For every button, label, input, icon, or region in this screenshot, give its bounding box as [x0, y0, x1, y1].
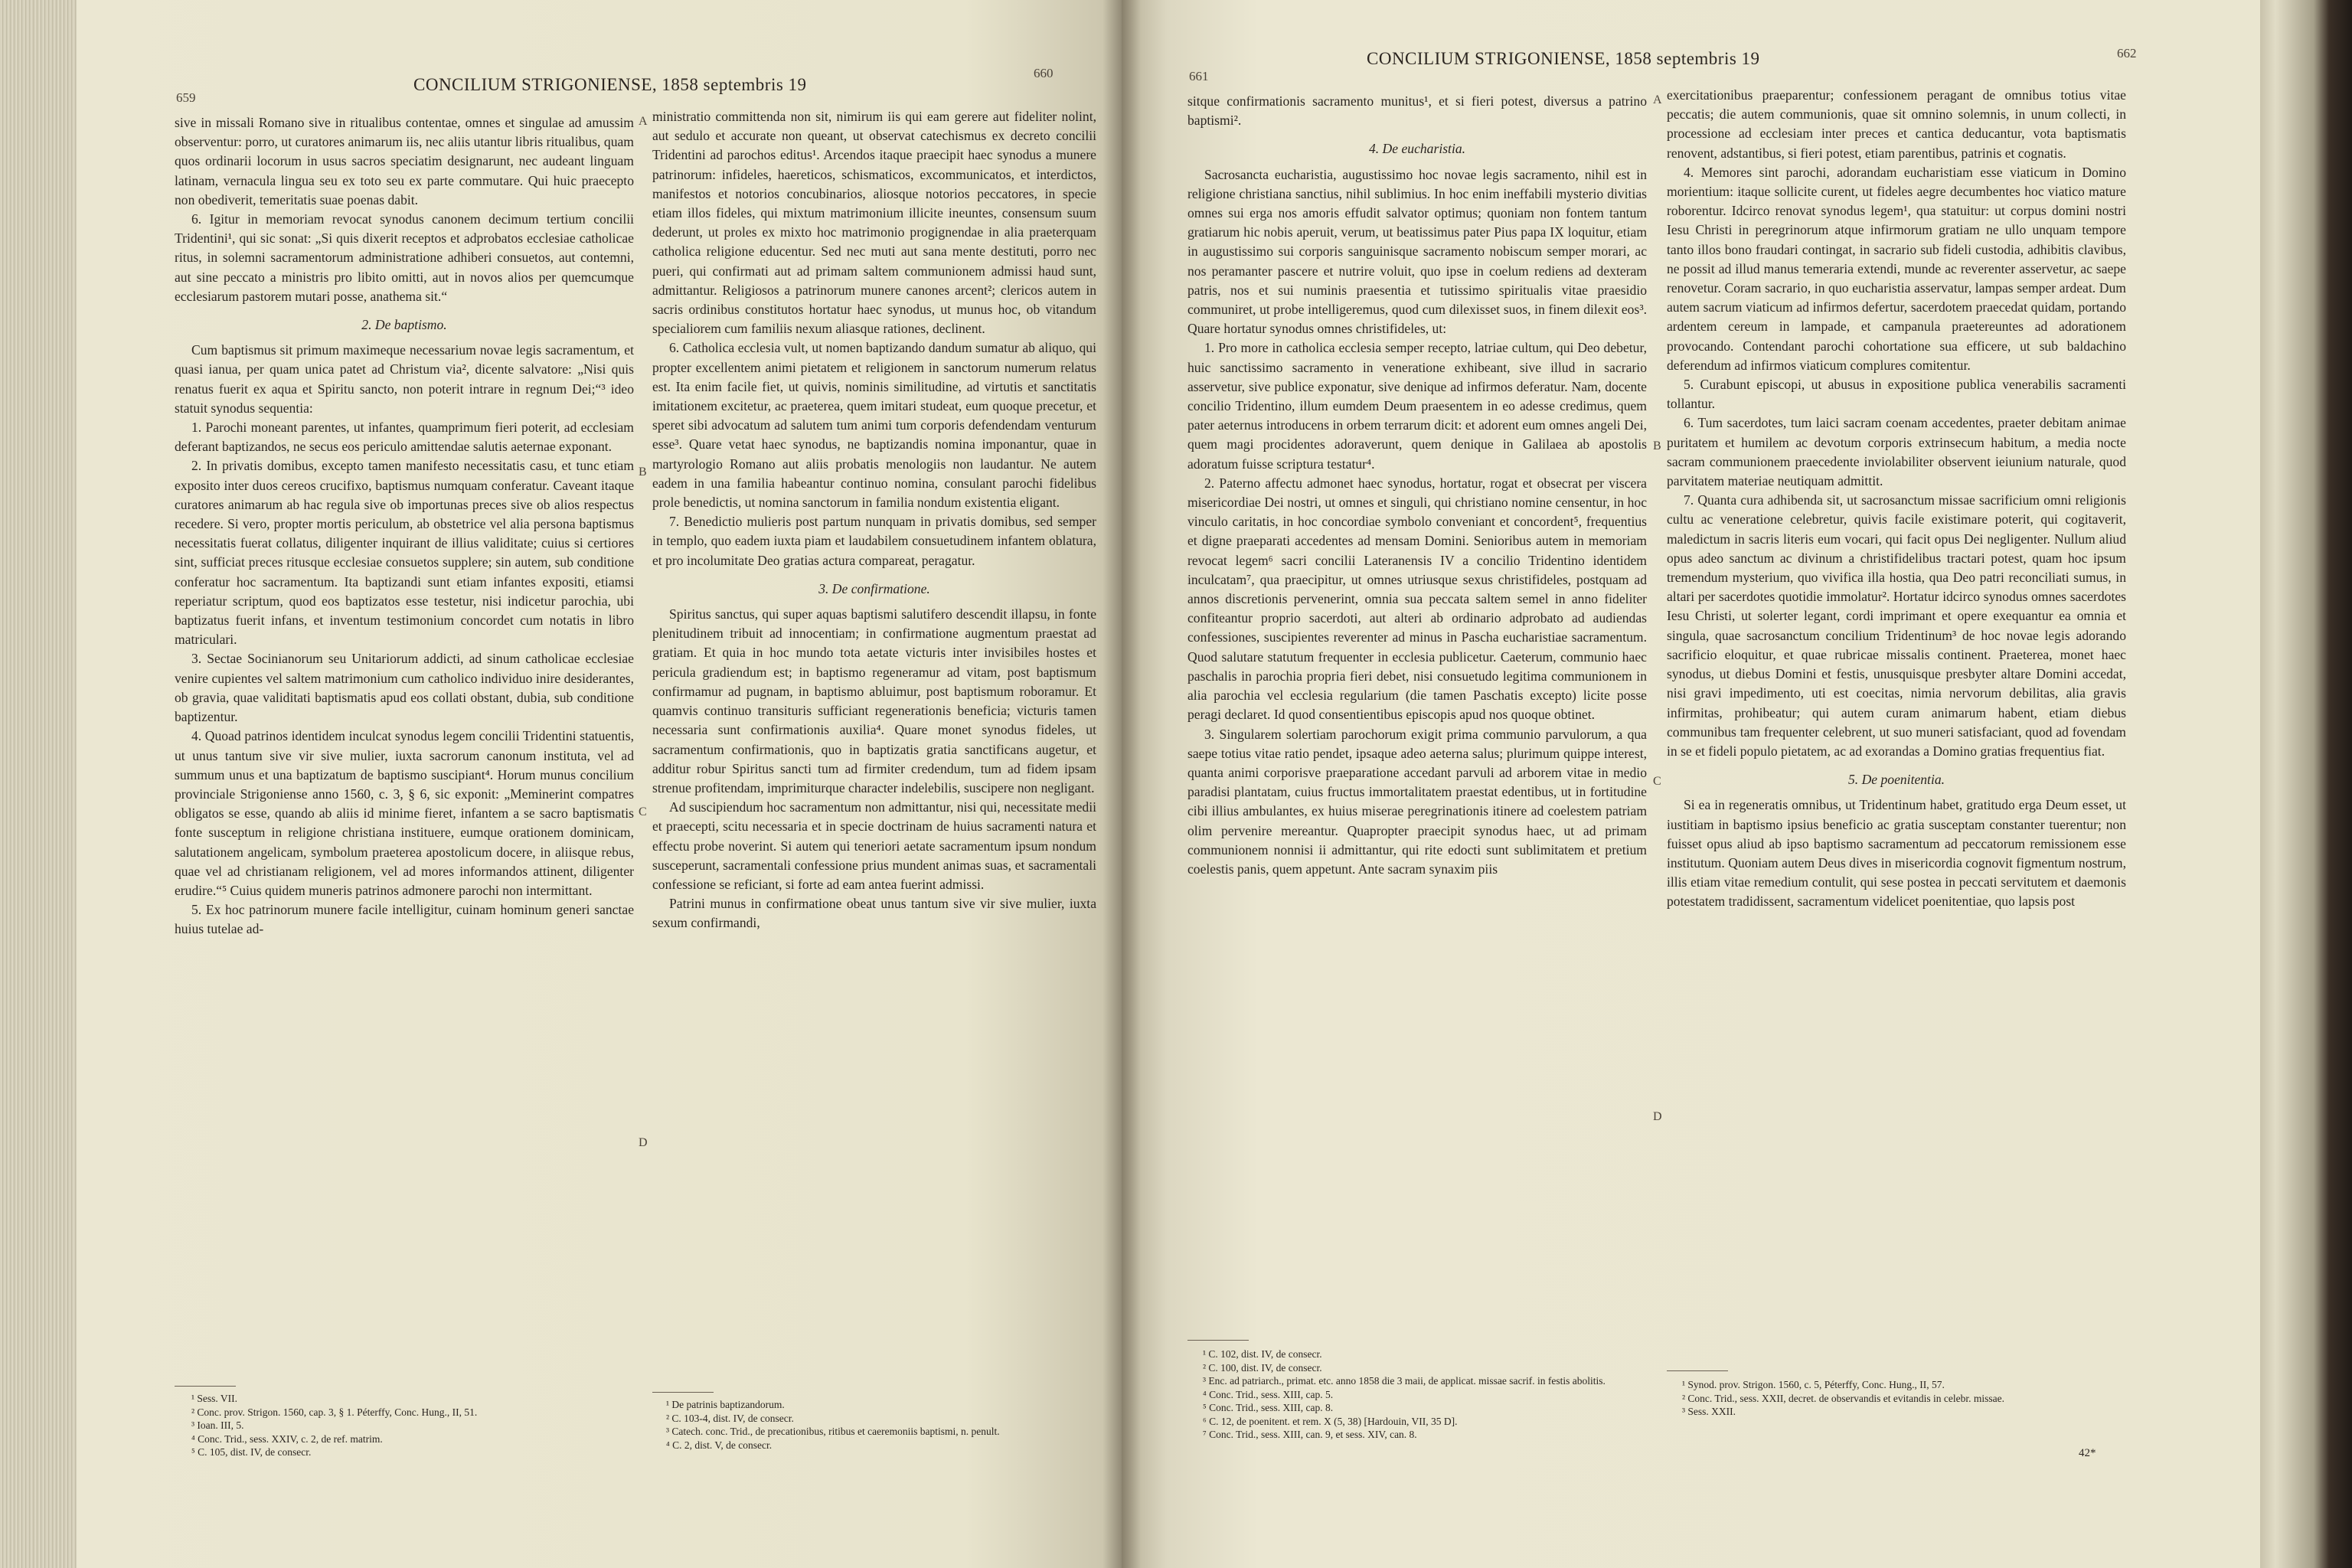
- paragraph: sive in missali Romano sive in ritualibus contentae, omnes et singulae ad amussim observentur: porro, ut curatores animarum iis, nec aliis utantur libris ritualibus, quam quos ordinarii locorum in usus sacros speciatim designarunt, nec audeant linguam latinam, vernacula lingua seu ex toto seu ex parte commutare. Qui huic praecepto non obediverit, temeritatis suae poenas dabit.: [175, 115, 634, 207]
- footnote: ² Conc. prov. Strigon. 1560, cap. 3, § 1. Péterffy, Conc. Hung., II, 51.: [191, 1406, 478, 1418]
- footnote: ⁵ Conc. Trid., sess. XIII, cap. 8.: [1203, 1402, 1334, 1413]
- paragraph: 3. Sectae Socinianorum seu Unitariorum addicti, ad sinum catholicae ecclesiae venire cupientes vel saltem matrimonium cum catholico individuo inire desiderantes, ob gravia, quae validitati baptismatis apud eos collati obstant, dubia, sub conditione baptizentur.: [175, 651, 634, 725]
- signature-mark: 42*: [2079, 1447, 2096, 1459]
- paragraph: Sacrosancta eucharistia, augustissimo hoc novae legis sacramento, nihil est in religione christiana sanctius, nihil sublimius. In hoc enim ineffabili mysterio divitias omnes sui erga nos amoris effudit salvator optimus; quoniam non fontem tantum gratiarum hic nobis aperuit, verum, ut beatissimus pater Pius papa IX loquitur, etiam in augustissimo sui corporis sanguinisque sacramento nobiscum semper morari, ac nos peramanter pascere et nutrire voluit, quo ipse in coelum rediens ad dexteram patris, nos et sui numinis praesentia et tutissimo spiritualis vitae praesidio communiret, ut probe intelligeremus, quod cum dilexisset suos, in finem dilexit eos³. Quare hortatur synodus omnes christifideles, ut:: [1187, 166, 1647, 337]
- paragraph: 6. Catholica ecclesia vult, ut nomen baptizando dandum sumatur ab aliquo, qui propter excellentem animi pietatem et religionem in sanctorum numerum relatus est. Ita enim facile fiet, ut quivis, nominis similitudine, ad virtutis et sanctitatis imitationem excitetur, ac praeterea, quem imitari studeat, eum quoque precetur, et speret sibi advocatum ad salutem tum animi tum corporis defendendam venturum esse³. Quare vetat haec synodus, ne baptizandis nomina imponantur, quae in martyrologio Romano aut aliis probatis menologiis non laudantur. Ne autem eadem in una familia habeantur continuo nomina, consulant parochi fidelibus prole benedictis, ut nomina sanctorum in familia nondum existentia eligant.: [652, 340, 1096, 511]
- page-number-662: 662: [2117, 46, 2137, 60]
- right-page-column-a: [1187, 92, 1647, 879]
- section-heading-baptism: 2. De baptismo.: [361, 317, 447, 333]
- left-page-column-b: [652, 107, 1096, 933]
- footnote: ¹ Synod. prov. Strigon. 1560, c. 5, Péterffy, Conc. Hung., II, 57.: [1682, 1379, 1945, 1390]
- margin-marker-d: D: [639, 1136, 648, 1149]
- footnote: ¹ De patrinis baptizandorum.: [666, 1399, 785, 1410]
- paragraph: 5. Ex hoc patrinorum munere facile intelligitur, cuinam hominum generi sanctae huius tutelae ad-: [175, 902, 634, 937]
- book-page-edges-left: [0, 0, 77, 1568]
- paragraph: 1. Pro more in catholica ecclesia semper recepto, latriae cultum, qui Deo debetur, huic sanctissimo sacramento in veneratione exhibeant, sive illud in sacrario asservetur, sive publice exponatur, sive denique ad infirmos deferatur. Nam, docente concilio Tridentino, illum eumdem Deum praesentem in eo adesse credimus, quem pater aeternus introducens in orbem terrarum dicit: et adorent eum omnes angeli Dei, quem magi procidentes adoraverunt, quem denique in Galilaea ab apostolis adoratum fuisse scriptura testatur⁴.: [1187, 340, 1647, 472]
- footnote: ⁴ Conc. Trid., sess. XXIV, c. 2, de ref. matrim.: [191, 1432, 383, 1445]
- margin-marker-c: C: [1653, 775, 1661, 788]
- page-number-661: 661: [1189, 69, 1209, 83]
- paragraph: 1. Parochi moneant parentes, ut infantes, quamprimum fieri poterit, ad ecclesiam deferant baptizandos, ne secus eos periculo amittendae salutis aeternae exponant.: [175, 420, 634, 455]
- footnote-rule: [175, 1386, 236, 1387]
- footnote: ⁷ Conc. Trid., sess. XIII, can. 9, et sess. XIV, can. 8.: [1203, 1429, 1417, 1440]
- paragraph: Ad suscipiendum hoc sacramentum non admittantur, nisi qui, necessitate medii et praecepti, scitu necessaria et in specie doctrinam de huius sacramenti natura et effectu probe noverint. Si autem qui teneriori aetate sacramentum ipsum nondum susceperunt, sacramentali confessione prius mundent animas suas, et sacramentali confessione se reficiant, si forte ad eam antea fuerint admissi.: [652, 799, 1096, 892]
- paragraph: 4. Quoad patrinos identidem inculcat synodus legem concilii Tridentini statuentis, ut unus tantum sive vir sive mulier, iuxta sacrorum canonum instituta, vel ad summum unus et una baptizatum de baptismo suscipiant⁴. Horum munus concilium provinciale Strigoniense anno 1560, c. 3, § 6, sic exponit: „Meminerint compatres obligatos se esse, quando ab aliis id minime fieret, infantem a se sacro baptismatis fonte susceptum in religione christiana instituere, eumque orationem dominicam, salutationem angelicam, symbolum praeterea apostolicum docere, in aliisque rebus, quae vel ad christianam religionem, vel ad mores informandos attinent, diligenter erudire.“⁵ Cuius quidem muneris patrinos admonere parochi non intermittant.: [175, 728, 634, 898]
- paragraph: 7. Quanta cura adhibenda sit, ut sacrosanctum missae sacrificium omni religionis cultu ac veneratione celebretur, quivis facile existimare poterit, qui cogitaverit, maledictum in sacris literis eum vocari, qui facit opus Dei negligenter. Nullum aliud opus adeo sanctum ac divinum a christifidelibus tractari potest, quam hoc ipsum tremendum mysterium, quo vivifica illa hostia, qua Deo patri reconciliati sumus, in altari per sacerdotes quotidie immolatur². Hortatur idcirco synodus omnes sacerdotes Iesu Christi, ut solerter legant, cordi imprimant et opere exequantur ea omnia et singula, quae sacrosanctum concilium Tridentinum³ de hoc novae legis adorando sacrificio eloquitur, et quae rubricae missalis continent. Praeterea, monet haec synodus, ut diebus Domini et festis, unusquisque presbyter altare Domini accedat, nisi gravi impedimento, uti est coecitas, nimia nervorum debilitas, alia gravis infirmitas, prohibeatur; qui autem curam animarum habent, etiam diebus communibus tam frequenter celebrent, ut suo muneri satisfaciant, quod ad fovendam in se et fideli populo pietatem, ac ad exorandas a Domino gratias frequentius fiat.: [1667, 492, 2126, 759]
- footnote: ¹ C. 102, dist. IV, de consecr.: [1203, 1348, 1322, 1360]
- paragraph: 6. Igitur in memoriam revocat synodus canonem decimum tertium concilii Tridentini¹, qui sic sonat: „Si quis dixerit receptos et adprobatos ecclesiae catholicae ritus, in solemni sacramentorum administratione adhiberi consuetos, aut contemni, aut sine peccato a ministris pro libito omitti, aut in novos alios per quemcumque ecclesiarum pastorem mutari posse, anathema sit.“: [175, 211, 634, 304]
- paragraph: 2. In privatis domibus, excepto tamen manifesto necessitatis casu, et tunc etiam exposito inter duos cereos crucifixo, baptismus numquam conferatur. Caveant itaque curatores animarum ab hac regula sive ob importunas preces sive ob alios respectus recedere. Si vero, propter mortis periculum, ab obstetrice vel alia persona baptismus necessitatis fuerat collatus, diligenter inquirant de illius validitate; cuius si certiores sint, sufficiat preces ritusque ecclesiae consuetos supplere; sin autem, sub conditione conferatur hoc sacramentum. Ita baptizandi sunt etiam infantes expositi, etiamsi reperiatur scriptum, quod eos baptizatos esse testetur, nisi indicetur parochia, ubi baptizatus fuerit infans, et inventum testimonium concordet cum notatis in libro matriculari.: [175, 458, 634, 648]
- margin-marker-d: D: [1653, 1110, 1662, 1123]
- paragraph: 7. Benedictio mulieris post partum nunquam in privatis domibus, sed semper in templo, quo eadem iuxta piam et laudabilem consuetudinem infantem oblatura, et pro incolumitate Deo gratias actura compareat, peragatur.: [652, 514, 1096, 568]
- book-page-edges-right: [2260, 0, 2352, 1568]
- paragraph: 6. Tum sacerdotes, tum laici sacram coenam accedentes, praeter debitam animae puritatem et humilem ac devotum corporis extrinsecum habitum, a media nocte sacram communionem praecedente inviolabiliter observent ieiunium naturale, quod parvitatem materiae neutiquam admittit.: [1667, 415, 2126, 489]
- running-head-left: CONCILIUM STRIGONIENSE, 1858 septembris 19: [413, 75, 807, 94]
- section-heading-eucharist: 4. De eucharistia.: [1368, 141, 1466, 157]
- footnote: ³ Ioan. III, 5.: [191, 1419, 244, 1431]
- left-page-column-a: [175, 113, 634, 939]
- paragraph: Si ea in regeneratis omnibus, ut Tridentinum habet, gratitudo erga Deum esset, ut iustitiam in baptismo ipsius beneficio ac gratia susceptam constanter tuerentur; non fuisset opus aliud ab ipso baptismo sacramentum ad peccatorum remissionem esse institutum. Quoniam autem Deus dives in misericordia cognovit figmentum nostrum, illis etiam vitae remedium contulit, qui sese postea in peccati servitutem et daemonis potestatem tradidissent, sacramentum videlicet poenitentiae, quo lapsis post: [1667, 797, 2126, 910]
- running-head-right: CONCILIUM STRIGONIENSE, 1858 septembris 19: [1367, 49, 1760, 68]
- margin-marker-b: B: [1653, 439, 1661, 452]
- right-page: [1122, 0, 2260, 1568]
- footnote: ² Conc. Trid., sess. XXII, decret. de observandis et evitandis in celebr. missae.: [1682, 1392, 2004, 1404]
- footnotes-left-b: [666, 1398, 1095, 1452]
- paragraph: exercitationibus praeparentur; confessionem peragant de omnibus totius vitae peccatis; die autem communionis, quae sit omnino solemnis, in unum collecti, in processione ad ecclesiam inter preces et cantica deducantur, vota baptismatis renovent, adstantibus, si fieri potest, etiam parentibus, patrinis et cognatis.: [1667, 87, 2126, 161]
- paragraph: ministratio committenda non sit, nimirum iis qui eam gerere aut fideliter nolint, aut sedulo et accurate non queant, ut observat catechismus ex decreto concilii Tridentini ad parochos editus¹. Arcendos itaque praecipit haec synodus a munere patrinorum: infideles, haereticos, schismaticos, excommunicatos, et interdictos, manifestos et notorios concubinarios, aliosque notorios peccatores, in specie etiam illos fideles, qui mixtum matrimonium illicite ineuntes, consensum suum dederunt, ut proles ex mixto hoc matrimonio progignendae in alia praeterquam catholica religione educentur. Sed nec muti aut sana mente destituti, porro nec pueri, qui confirmati aut ad primam saltem communionem admissi haud sunt, admittantur. Religiosos a patrinorum munere canones arcent²; clericos autem in sacris ordinibus constitutos hortatur haec synodus, ut munus hoc, ob vitandum specialiorem cum familiis nexum aliasque rationes, declinent.: [652, 109, 1096, 337]
- paragraph: 2. Paterno affectu admonet haec synodus, hortatur, rogat et obsecrat per viscera misericordiae Dei nostri, ut omnes et singuli, qui christiano nomine censentur, in hoc vinculo caritatis, in hoc concordiae symbolo conveniant et concordent⁵, frequentius et digne praeparati accedentes ad mensam Domini. Senioribus autem in memoriam revocat legem⁶ sacri concilii Lateranensis IV a concilio Tridentino identidem inculcatam⁷, qua praecipitur, ut omnes utriusque sexus christifideles, postquam ad annos discretionis pervenerint, omnia sua peccata saltem semel in anno fideliter confiteantur proprio sacerdoti, aut alteri ab ordinario adprobato ad audiendas confessiones, suscipientes reverenter ad minus in Pascha eucharistiae sacramentum. Quod salutare statutum frequenter in ecclesia publicetur. Caeterum, communio haec paschalis in parochia propria fieri debet, nisi consuetudo legitima communionem in alia parochia vel ecclesia regularium (die tamen Paschatis excepto) licite posse peragi declaret. Id quod consentientibus episcopis apud nos quoque obtinet.: [1187, 475, 1647, 723]
- footnote: ³ Enc. ad patriarch., primat. etc. anno 1858 die 3 maii, de applicat. missae sacrif. in festis abolitis.: [1203, 1375, 1606, 1387]
- footnote: ⁵ C. 105, dist. IV, de consecr.: [191, 1446, 312, 1458]
- footnote: ⁴ Conc. Trid., sess. XIII, cap. 5.: [1203, 1388, 1334, 1400]
- paragraph: 5. Curabunt episcopi, ut abusus in expositione publica venerabilis sacramenti tollantur.: [1667, 377, 2126, 412]
- paragraph: sitque confirmationis sacramento munitus¹, et si fieri potest, diversus a patrino baptismi².: [1187, 93, 1647, 129]
- footnote: ³ Sess. XXII.: [1682, 1406, 1736, 1417]
- book-gutter: [1102, 0, 1141, 1568]
- section-heading-penance: 5. De poenitentia.: [1847, 772, 1945, 788]
- left-page: [77, 0, 1122, 1568]
- section-heading-confirmation: 3. De confirmatione.: [818, 580, 930, 596]
- footnote-rule: [1667, 1370, 1728, 1371]
- paragraph: Patrini munus in confirmatione obeat unus tantum sive vir sive mulier, iuxta sexum confirmandi,: [652, 896, 1096, 931]
- paragraph: Spiritus sanctus, qui super aquas baptismi salutifero descendit illapsu, in fonte plenitudinem tribuit ad innocentiam; in confirmatione augmentum praestat ad gratiam. Et quia in hoc mundo tota aetate victuris inter invisibiles hostes et pericula gradiendum est; in baptismo regeneramur ad vitam, post baptismum confirmamur ad pugnam, in baptismo abluimur, post baptismum roboramur. Et quamvis continuo transituris sufficiant regenerationis beneficia; victuris tamen necessaria sunt confirmationis auxilia⁴. Quare monet synodus fideles, ut sacramentum confirmationis, quo in baptizatis gratia sanctificans augetur, et additur robur Spiritus sancti tum ad firmiter credendum, tum ad fidem ipsam strenue profitendam, imprimiturque character indelebilis, suscipere non negligant.: [652, 606, 1096, 795]
- paragraph: 3. Singularem solertiam parochorum exigit prima communio parvulorum, a qua saepe totius vitae ratio pendet, ipsaque adeo aeterna salus; plurimum quippe interest, quanta animi corporisve praeparatione accedant parvuli ad arborem vitae in medio paradisi plantatam, cuius fructus immortalitatem praestat edentibus, ut in fortitudine cibi illius ambulantes, ex huius miserae peregrinationis itinere ad coelestem patriam olim pervenire mereantur. Quapropter praecipit synodus haec, ut ad primam communionem nonnisi ii admittantur, qui rite edocti sunt sublimitatem et pretium coelestis panis, quem appetunt. Ante sacram synaxim piis: [1187, 726, 1647, 877]
- right-page-column-b: [1667, 86, 2126, 912]
- footnote: ² C. 100, dist. IV, de consecr.: [1203, 1361, 1322, 1374]
- paragraph: 4. Memores sint parochi, adorandam eucharistiam esse viaticum in Domino morientium: itaque sollicite curent, ut fideles aegre decumbentes hoc viatico mature roborentur. Idcirco renovat synodus legem¹, qua statuitur: ut corpus domini nostri Iesu Christi in peregrinorum atque infirmorum gratiam ne ullo unquam tempore tanto illos bono fraudari contingat, in sacrario sub fideli custodia, adhibitis clavibus, ne possit ad illud manus temeraria extendi, munde ac reverenter asservetur, ac saepe renovetur. Coram sacrario, in quo eucharistia asservatur, lampas semper ardeat. Dum autem sacrum viaticum ad infirmos defertur, sacerdotem praecedat quidam, portando ardentem cereum in lampade, et campanula praetereuntes ad adorationem provocando. Contendant parochi cohortatione sua efficere, ut sub baldachino deferendum ad infirmos viaticum complures comitentur.: [1667, 164, 2126, 373]
- footnote: ³ Catech. conc. Trid., de precationibus, ritibus et caeremoniis baptismi, n. penult.: [666, 1426, 1000, 1437]
- footnote: ⁴ C. 2, dist. V, de consecr.: [666, 1439, 773, 1451]
- footnote: ¹ Sess. VII.: [191, 1393, 238, 1404]
- margin-marker-a: A: [639, 115, 648, 128]
- footnotes-left-a: [191, 1392, 620, 1459]
- footnote: ⁶ C. 12, de poenitent. et rem. X (5, 38) [Hardouin, VII, 35 D].: [1203, 1415, 1458, 1427]
- margin-marker-a: A: [1653, 93, 1662, 106]
- page-number-660: 660: [1034, 66, 1054, 80]
- footnote-rule: [652, 1392, 714, 1393]
- footnote: ² C. 103-4, dist. IV, de consecr.: [666, 1412, 794, 1424]
- footnote-rule: [1187, 1340, 1249, 1341]
- page-number-659: 659: [176, 90, 196, 105]
- margin-marker-b: B: [639, 466, 647, 479]
- footnotes-right-b: [1682, 1378, 2126, 1419]
- margin-marker-c: C: [639, 805, 647, 818]
- footnotes-right-a: [1203, 1348, 1647, 1442]
- paragraph: Cum baptismus sit primum maximeque necessarium novae legis sacramentum, et quasi ianua, per quam unica patet ad Christum via², dicente salvatore: „Nisi quis renatus fuerit ex aqua et Spiritu sancto, non poterit intrare in regnum Dei;“³ ideo statuit synodus sequentia:: [175, 342, 634, 416]
